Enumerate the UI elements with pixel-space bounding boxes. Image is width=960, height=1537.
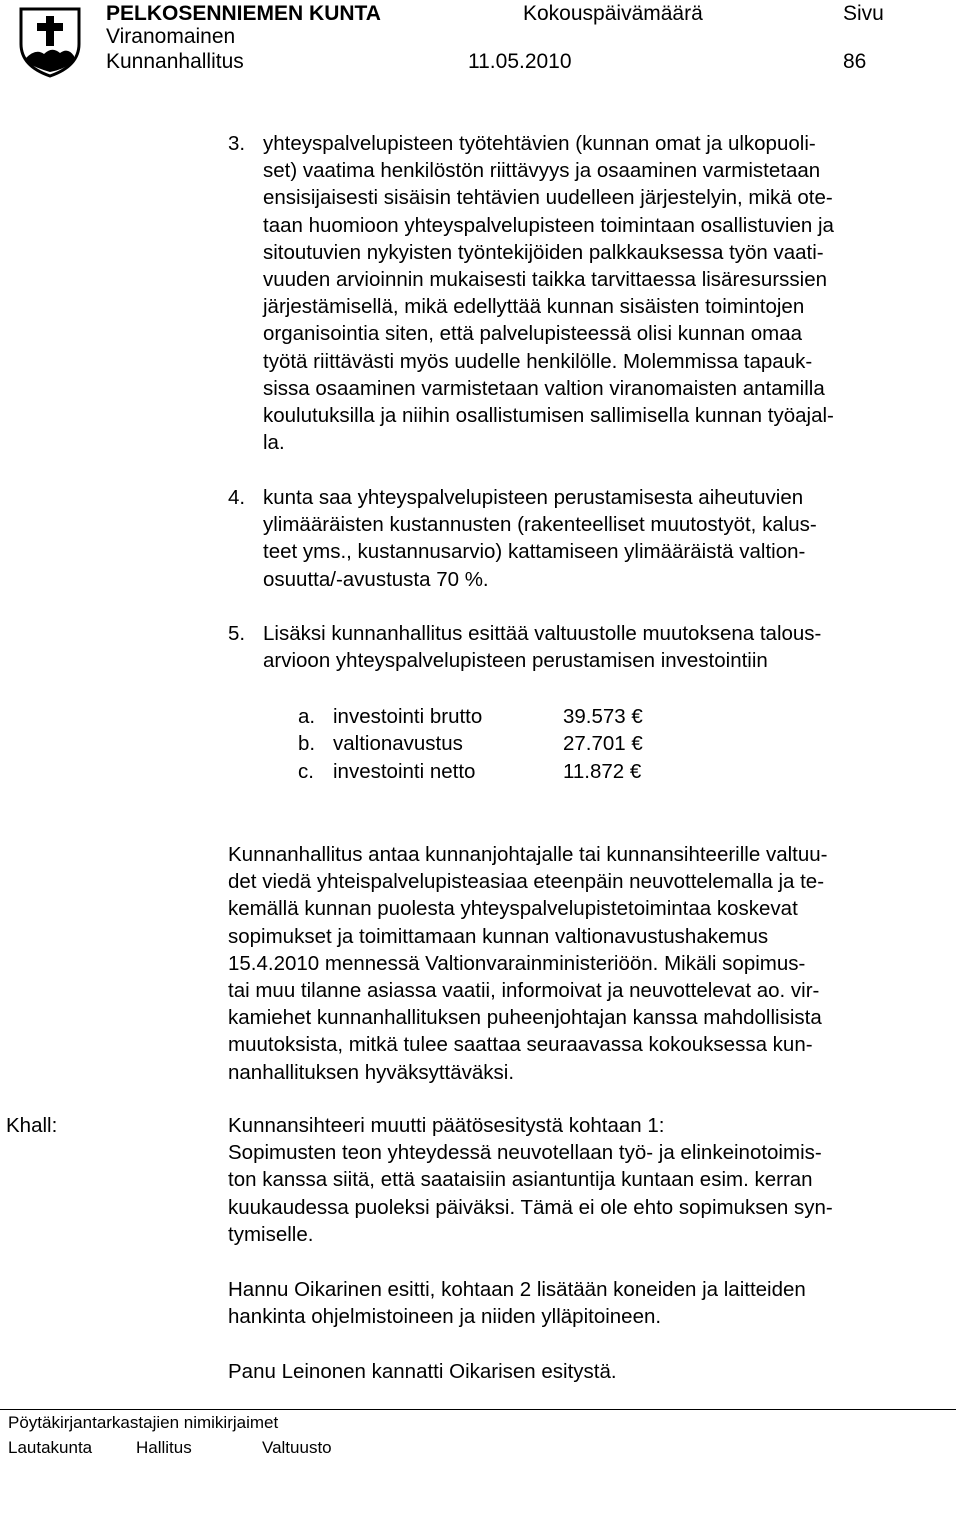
text-line: ensisijaisesti sisäisin tehtävien uudelleen järjestelyin, mikä ote- <box>263 186 833 210</box>
footer-col-valtuusto: Valtuusto <box>262 1438 332 1457</box>
text-line: Sopimusten teon yhteydessä neuvotellaan työ- ja elinkeinotoimis- <box>228 1141 822 1165</box>
page-number: 86 <box>843 50 867 73</box>
text-line: Hannu Oikarinen esitti, kohtaan 2 lisätään koneiden ja laitteiden <box>228 1278 806 1301</box>
item-number: 4. <box>228 486 246 509</box>
khall-paragraph-3 <box>228 1358 617 1385</box>
item-number: 5. <box>228 622 246 645</box>
khall-paragraph-2 <box>228 1276 806 1330</box>
text-line: yhteyspalvelupisteen työtehtävien (kunnan omat ja ulkopuoli- <box>263 132 816 155</box>
investment-label: investointi brutto <box>333 705 483 728</box>
text-line: tai muu tilanne asiassa vaatii, informoivat ja neuvottelevat ao. vir- <box>228 979 820 1003</box>
text-line: Lisäksi kunnanhallitus esittää valtuustolle muutoksena talous- <box>263 622 822 645</box>
municipal-crest-icon <box>18 6 82 78</box>
text-line: muutoksista, mitkä tulee saattaa seuraavassa kokouksessa kun- <box>228 1033 813 1057</box>
text-line: organisointia siten, että palvelupisteessä olisi kunnan omaa <box>263 322 803 346</box>
text-line: Panu Leinonen kannatti Oikarisen esitystä. <box>228 1360 617 1383</box>
text-line: koulutuksilla ja niihin osallistumisen sallimisella kunnan työajal- <box>263 404 834 428</box>
item-4-text <box>263 484 817 593</box>
text-line: 15.4.2010 mennessä Valtionvarainministeriöön. Mikäli sopimus- <box>228 951 806 975</box>
text-line: sissa osaaminen varmistetaan valtion viranomaisten antamilla <box>263 376 825 400</box>
investment-amount: 39.573 € <box>563 705 643 728</box>
text-line: la. <box>263 431 285 455</box>
body-name: Kunnanhallitus <box>106 50 244 73</box>
text-line: kunta saa yhteyspalvelupisteen perustamisesta aiheutuvien <box>263 486 804 509</box>
investment-amount: 27.701 € <box>563 732 643 755</box>
footer-title: Pöytäkirjantarkastajien nimikirjaimet <box>8 1413 279 1432</box>
investment-letter: b. <box>298 732 316 755</box>
investment-amount: 11.872 € <box>563 760 642 783</box>
text-line: hankinta ohjelmistoineen ja niiden ylläpitoineen. <box>228 1305 662 1329</box>
investment-label: valtionavustus <box>333 732 463 755</box>
meeting-date-label: Kokouspäivämäärä <box>523 2 703 25</box>
footer-divider <box>0 1409 956 1410</box>
text-line: sitoutuvien nykyisten työntekijöiden palkkauksessa työn vaati- <box>263 240 824 264</box>
text-line: työtä riittävästi myös uudelle henkilölle. Molemmissa tapauk- <box>263 349 813 373</box>
text-line: kuukaudessa puoleksi päiväksi. Tämä ei ole ehto sopimuksen syn- <box>228 1195 833 1219</box>
text-line: teet yms., kustannusarvio) kattamiseen ylimääräistä valtion- <box>263 540 806 564</box>
investment-letter: c. <box>298 760 314 783</box>
text-line: set) vaatima henkilöstön riittävyys ja osaaminen varmistetaan <box>263 159 821 183</box>
text-line: Kunnanhallitus antaa kunnanjohtajalle tai kunnansihteerille valtuu- <box>228 843 828 866</box>
item-number: 3. <box>228 132 246 155</box>
text-line: ton kanssa siitä, että saataisiin asiantuntija kuntaan esim. kerran <box>228 1168 813 1192</box>
page-label: Sivu <box>843 2 884 25</box>
text-line: kemällä kunnan puolesta yhteyspalvelupistetoimintaa koskevat <box>228 897 798 921</box>
text-line: nanhallituksen hyväksyttäväksi. <box>228 1060 515 1084</box>
footer-col-hallitus: Hallitus <box>136 1438 192 1457</box>
meeting-date: 11.05.2010 <box>468 50 572 73</box>
investment-letter: a. <box>298 705 316 728</box>
footer-col-lautakunta: Lautakunta <box>8 1438 93 1457</box>
text-line: tymiselle. <box>228 1222 314 1246</box>
text-line: taan huomioon yhteyspalvelupisteen toimintaan osallistuvien ja <box>263 213 834 237</box>
khall-paragraph-1 <box>228 1112 833 1248</box>
text-line: ylimääräisten kustannusten (rakenteelliset muutostyöt, kalus- <box>263 513 817 537</box>
text-line: osuutta/-avustusta 70 %. <box>263 567 489 591</box>
item-5-text <box>263 620 821 674</box>
text-line: vuuden arvioinnin mukaisesti taikka tarvittaessa lisäresurssien <box>263 268 828 292</box>
item-3-text <box>263 130 834 456</box>
text-line: kamiehet kunnanhallituksen puheenjohtajan kanssa mahdollisista <box>228 1006 822 1030</box>
khall-label: Khall: <box>6 1114 58 1137</box>
org-subtitle: Viranomainen <box>106 25 236 48</box>
text-line: järjestämisellä, mikä edellyttää kunnan sisäisten toimintojen <box>263 295 805 319</box>
decision-text <box>228 841 827 1086</box>
text-line: Kunnansihteeri muutti päätösesitystä kohtaan 1: <box>228 1114 665 1137</box>
investment-label: investointi netto <box>333 760 476 783</box>
text-line: det viedä yhteispalvelupisteasiaa eteenpäin neuvottelemalla ja te- <box>228 870 825 894</box>
text-line: arvioon yhteyspalvelupisteen perustamisen investointiin <box>263 649 768 673</box>
text-line: sopimukset ja toimittamaan kunnan valtionavustushakemus <box>228 924 769 948</box>
org-name: PELKOSENNIEMEN KUNTA <box>106 2 381 25</box>
